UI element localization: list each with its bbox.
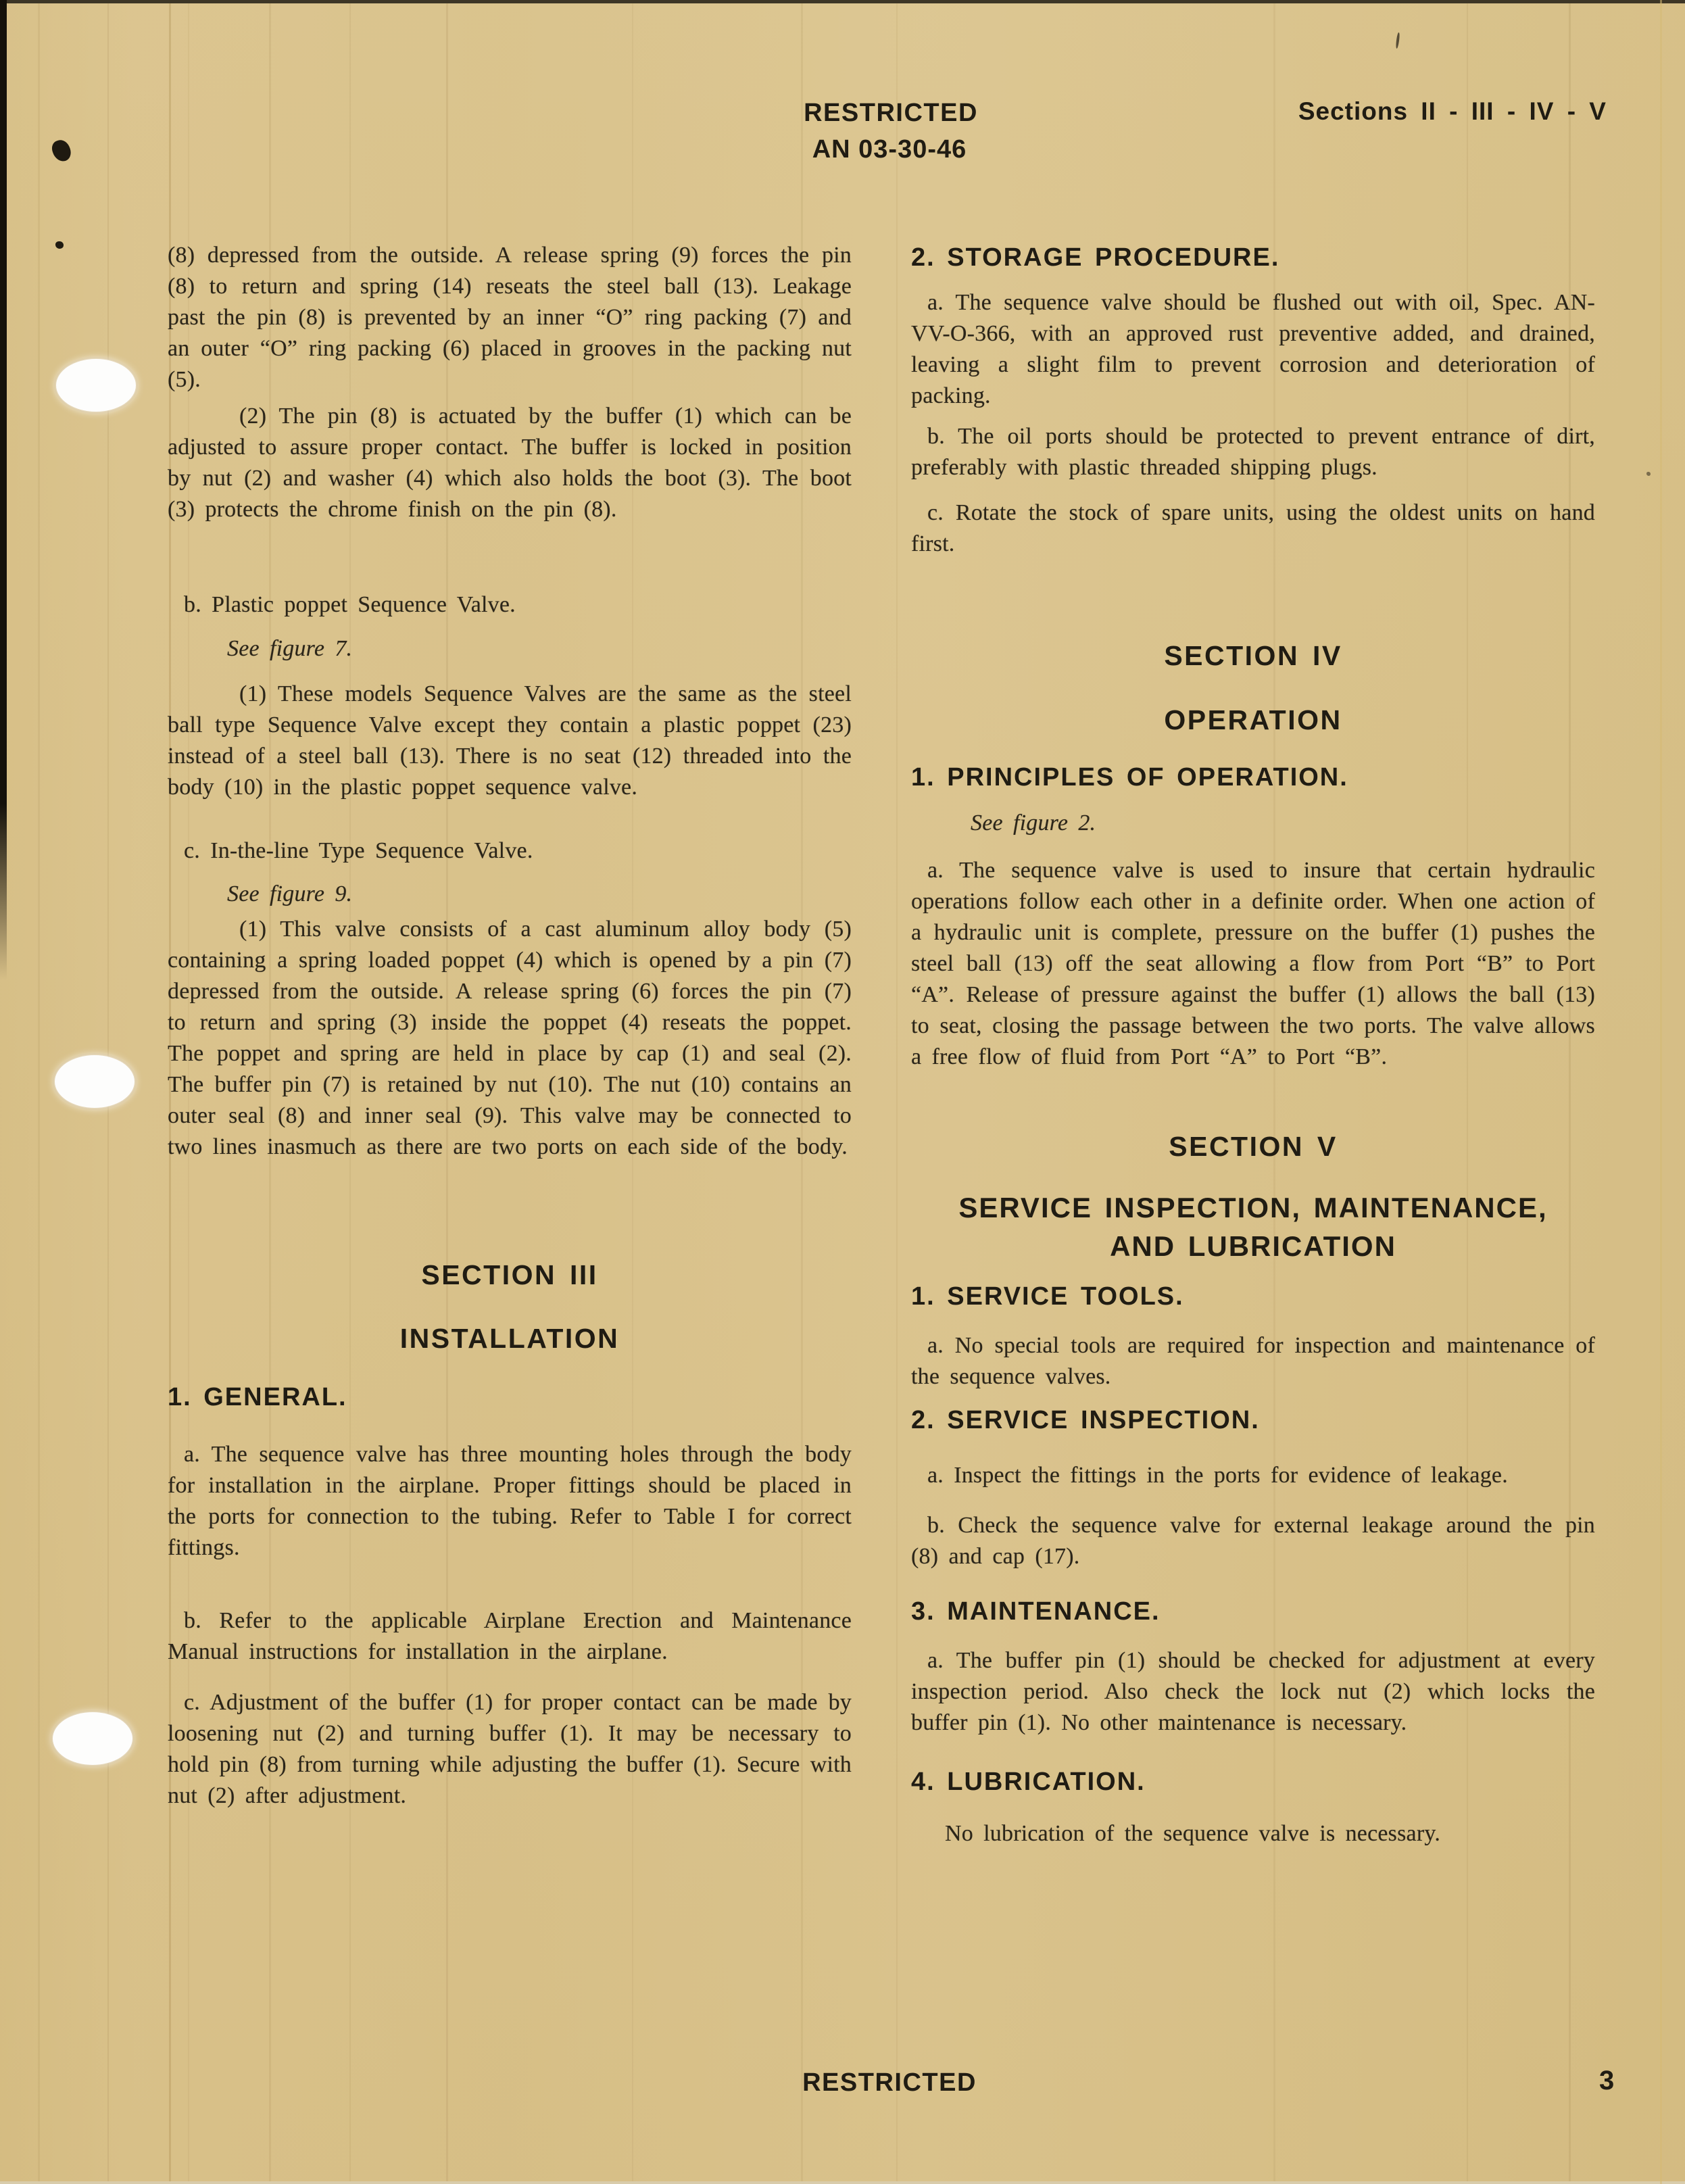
scan-edge-left — [0, 0, 7, 980]
punch-hole — [56, 359, 136, 412]
see-figure-7: See figure 7. — [227, 636, 353, 661]
section-iv-title: SECTION IV — [1164, 640, 1342, 671]
left-column — [168, 240, 852, 1812]
see-figure-9: See figure 9. — [227, 881, 353, 906]
paragraph-tools-a: a. No special tools are required for inspection and maintenance of the sequence valves. — [911, 1333, 1595, 1389]
ink-speck — [1646, 472, 1651, 476]
paragraph-pin-actuation: (2) The pin (8) is actuated by the buffer (1) which can be adjusted to assure proper contact. The buffer is locked in position by nut (2) and washer (4) which also holds the boot (3). The boot (3) protects the chrome finish on the pin (8). — [168, 404, 852, 522]
right-column — [911, 242, 1595, 1849]
scan-edge-bottom — [0, 2181, 1685, 2184]
paragraph-in-the-line-valve: (1) This valve consists of a cast aluminum alloy body (5) containing a spring loaded poppet (4) which is opened by a pin (7) depressed from the outside. A release spring (6) forces the pin (7) to return and spring (3) inside the poppet (4) reseats the poppet. The poppet and spring are held in place by cap (1) and seal (2). The buffer pin (7) is retained by nut (10). The nut (10) contains an outer seal (8) and inner seal (9). This valve may be connected to two lines inasmuch as there are two ports on each side of the body. — [168, 917, 852, 1159]
paragraph-storage-b: b. The oil ports should be protected to prevent entrance of dirt, preferably with plastic threaded shipping plugs. — [911, 424, 1595, 480]
heading-maintenance: 3. MAINTENANCE. — [911, 1597, 1161, 1626]
section-iii-subtitle: INSTALLATION — [399, 1323, 620, 1354]
heading-service-inspection: 2. SERVICE INSPECTION. — [911, 1406, 1260, 1434]
paragraph-general-c: c. Adjustment of the buffer (1) for proper contact can be made by loosening nut (2) and turning buffer (1). It may be necessary to hold pin (8) from turning while adjusting the buffer (1). Secure with nut (2) after adjustment. — [168, 1690, 852, 1808]
paragraph-maintenance-a: a. The buffer pin (1) should be checked for adjustment at every inspection period. Also check the lock nut (2) which locks the buffer pin (1). No other maintenance is necessary. — [911, 1648, 1595, 1735]
header-doc-number: AN 03-30-46 — [812, 135, 967, 164]
paragraph-lubrication: No lubrication of the sequence valve is necessary. — [945, 1821, 1441, 1846]
footer-classification: RESTRICTED — [802, 2068, 977, 2097]
heading-general: 1. GENERAL. — [168, 1383, 347, 1411]
section-iv-subtitle: OPERATION — [1164, 704, 1342, 735]
paper-edge-line — [1660, 0, 1662, 2184]
section-v-title: SECTION V — [1169, 1131, 1338, 1162]
ink-speck — [55, 241, 64, 249]
see-figure-2: See figure 2. — [971, 810, 1096, 835]
paragraph-storage-a: a. The sequence valve should be flushed out with oil, Spec. AN-VV-O-366, with an approved rust preventive added, and drained, leaving a slight film to prevent corrosion and deterioration of packing. — [911, 290, 1595, 408]
ink-speck — [50, 138, 74, 164]
punch-hole — [55, 1055, 135, 1108]
paragraph-storage-c: c. Rotate the stock of spare units, using the oldest units on hand first. — [911, 500, 1595, 556]
section-iii-title: SECTION III — [421, 1259, 598, 1290]
section-v-subtitle-line2: AND LUBRICATION — [1110, 1230, 1396, 1262]
heading-principles-of-operation: 1. PRINCIPLES OF OPERATION. — [911, 763, 1348, 792]
heading-service-tools: 1. SERVICE TOOLS. — [911, 1282, 1184, 1311]
scan-edge-top — [0, 0, 1685, 3]
heading-lubrication: 4. LUBRICATION. — [911, 1768, 1146, 1796]
paragraph-general-b: b. Refer to the applicable Airplane Erection and Maintenance Manual instructions for installation in the airplane. — [168, 1608, 852, 1664]
ink-speck — [1395, 32, 1400, 49]
paragraph-plastic-poppet: (1) These models Sequence Valves are the same as the steel ball type Sequence Valve except they contain a plastic poppet (23) instead of a steel ball (13). There is no seat (12) threaded into the body (10) in the plastic poppet sequence valve. — [168, 681, 852, 800]
footer-page-number: 3 — [1599, 2066, 1615, 2095]
section-v-subtitle — [911, 1188, 1595, 1265]
item-c-in-the-line: c. In-the-line Type Sequence Valve. — [184, 838, 533, 863]
paragraph-inspection-b: b. Check the sequence valve for external leakage around the pin (8) and cap (17). — [911, 1513, 1595, 1569]
paragraph-principles-a: a. The sequence valve is used to insure that certain hydraulic operations follow each other in a definite order. When one action of a hydraulic unit is complete, pressure on the buffer (1) pushes the steel ball (13) off the seat allowing a flow from Port “B” to Port “A”. Release of pressure against the buffer (1) allows the ball (13) to seat, closing the passage between the two ports. The valve allows a free flow of fluid from Port “A” to Port “B”. — [911, 858, 1595, 1069]
paragraph-steel-ball-continuation: (8) depressed from the outside. A release spring (9) forces the pin (8) to return and spring (14) reseats the steel ball (13). Leakage past the pin (8) is prevented by an inner “O” ring packing (7) and an outer “O” ring packing (6) placed in grooves in the packing nut (5). — [168, 243, 852, 392]
header-sections-label: Sections II - III - IV - V — [1298, 97, 1607, 125]
item-b-plastic-poppet: b. Plastic poppet Sequence Valve. — [184, 592, 516, 617]
paper-streak — [896, 0, 898, 2184]
header-classification: RESTRICTED — [804, 99, 978, 127]
heading-storage-procedure: 2. STORAGE PROCEDURE. — [911, 243, 1280, 272]
punch-hole — [53, 1712, 132, 1765]
section-v-subtitle-line1: SERVICE INSPECTION, MAINTENANCE, — [958, 1192, 1548, 1223]
paragraph-general-a: a. The sequence valve has three mounting holes through the body for installation in the airplane. Proper fittings should be placed in the ports for connection to the tubing. Refer to Table I for correct fittings. — [168, 1442, 852, 1560]
paragraph-inspection-a: a. Inspect the fittings in the ports for evidence of leakage. — [927, 1463, 1508, 1488]
paper-streak — [38, 0, 40, 2184]
